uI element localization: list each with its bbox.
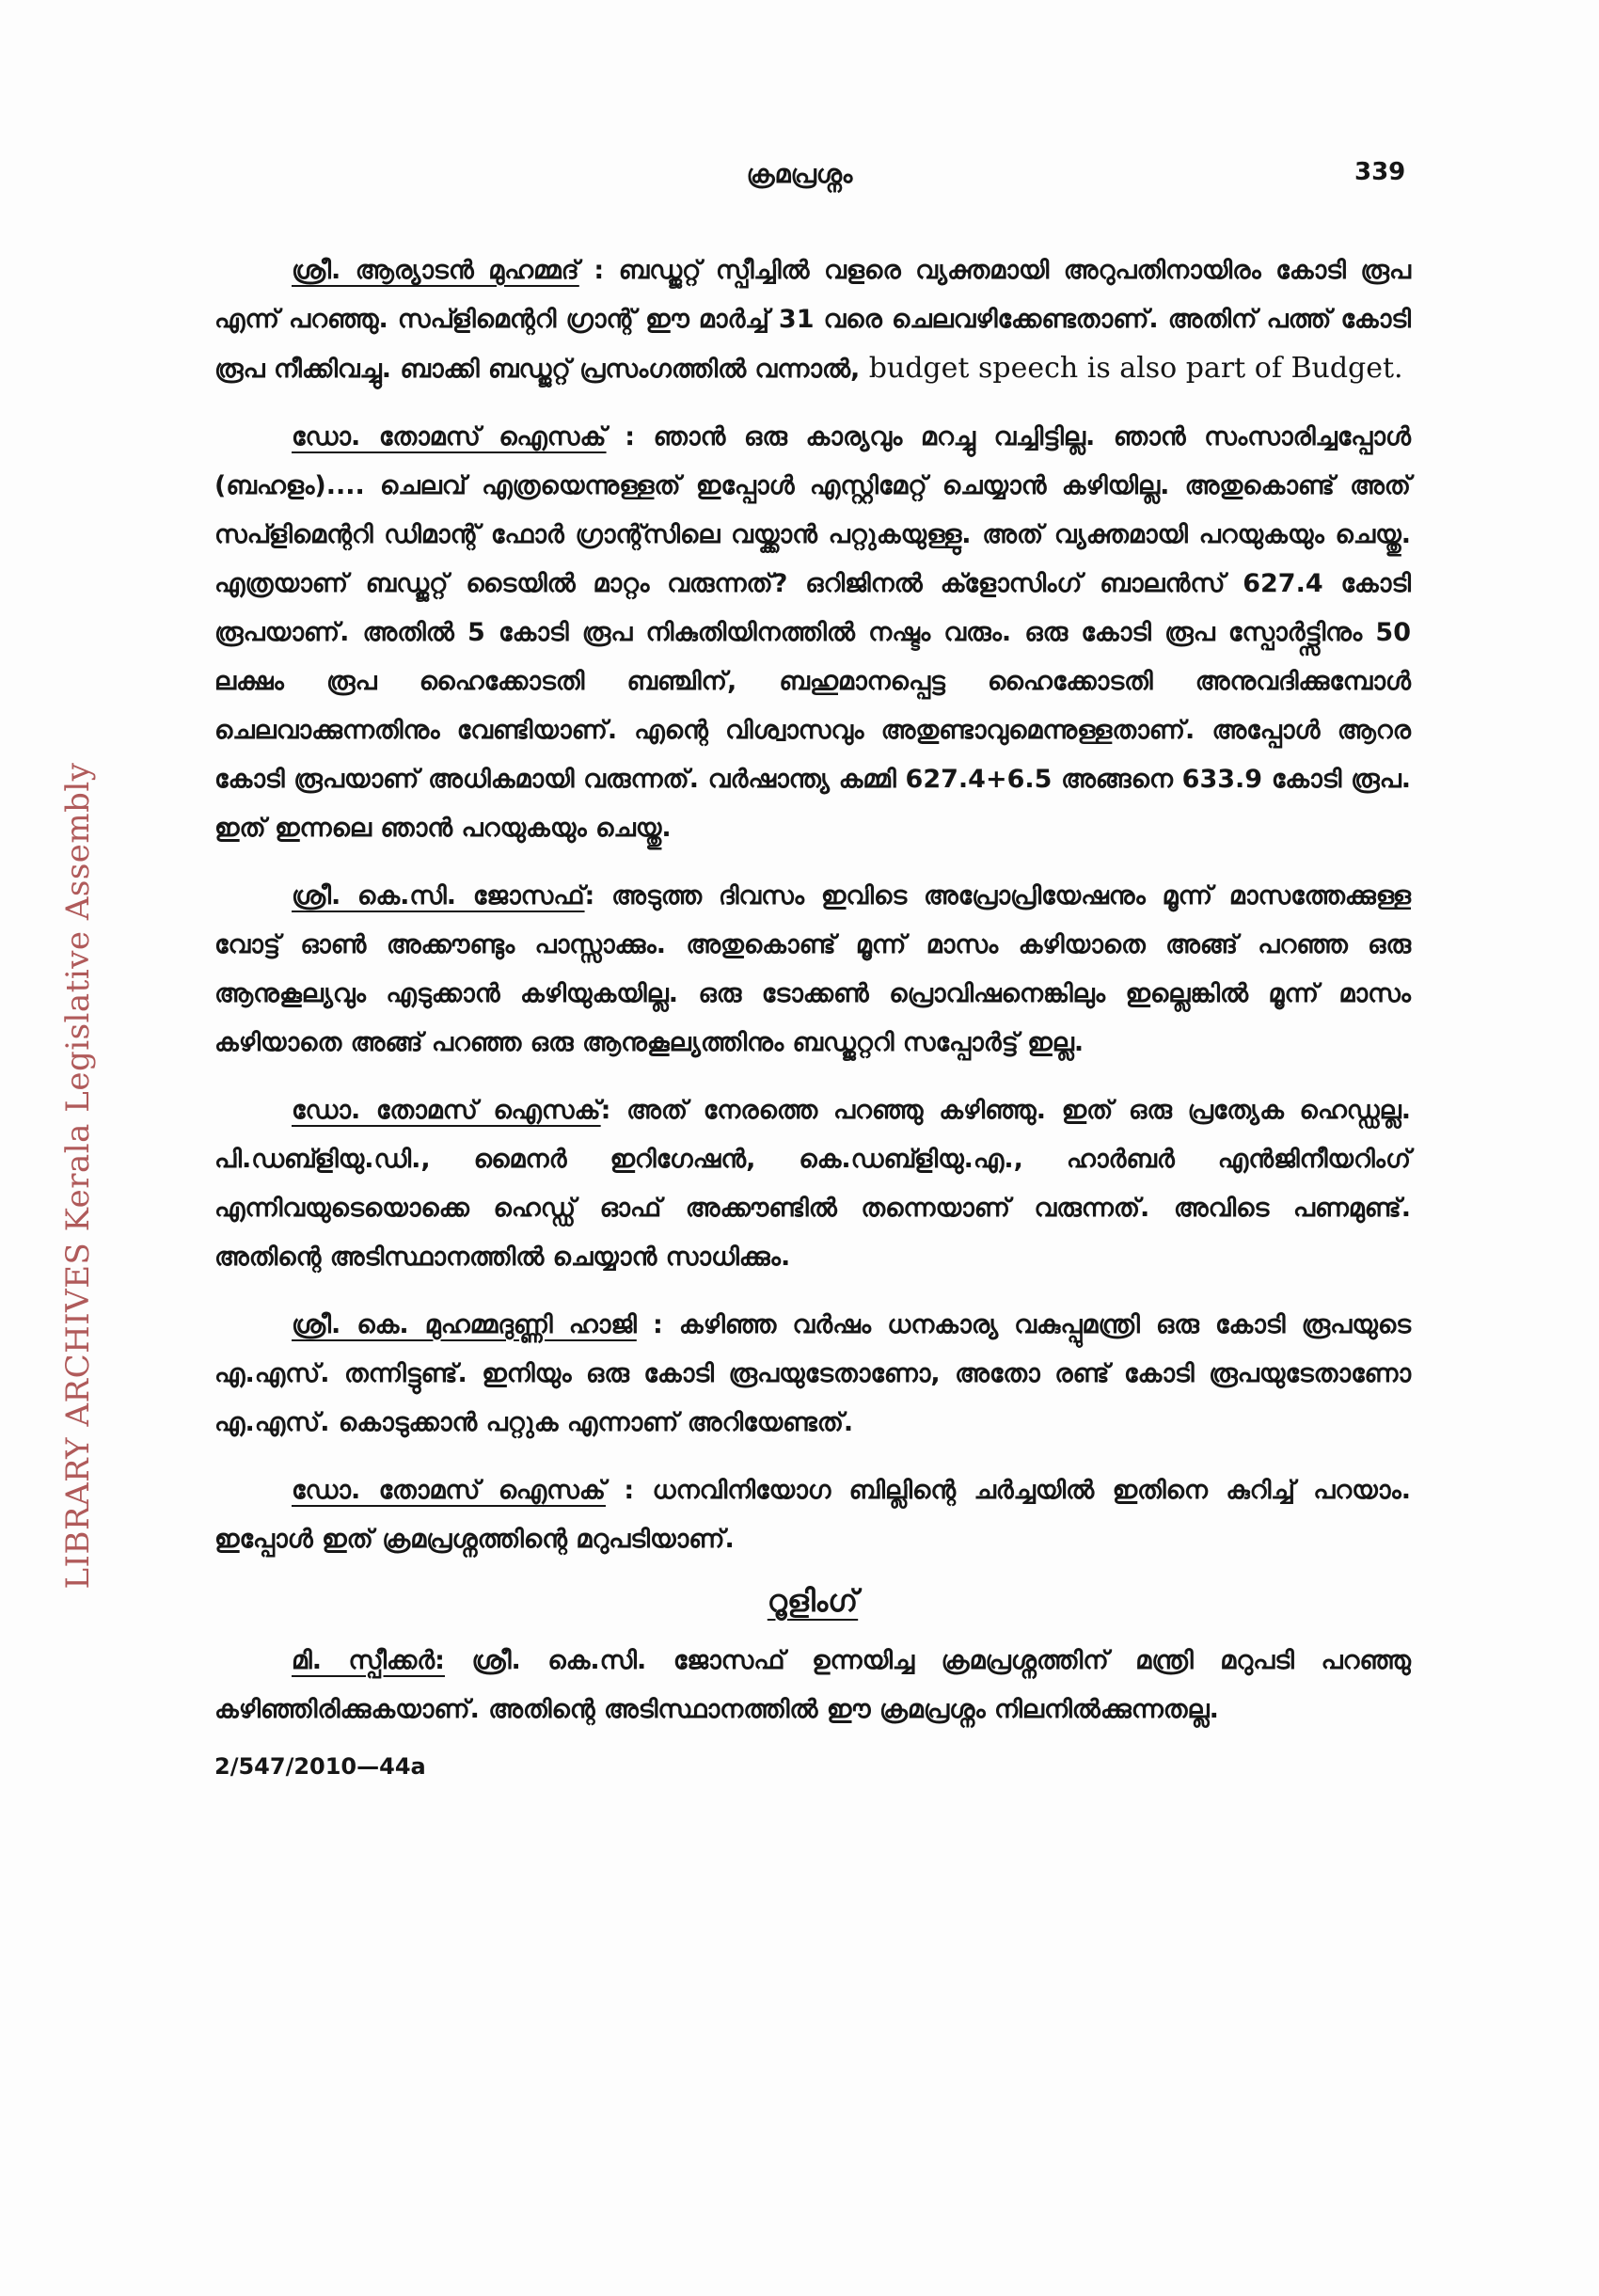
speech-text: : അത് നേരത്തെ പറഞ്ഞു കഴിഞ്ഞു. ഇത് ഒരു പ്രത്യേക ഹെഡ്ഡല്ല. പി.ഡബ്ളിയു.ഡി., മൈനർ ഇറിഗേഷൻ, കെ.ഡബ്ളിയു.എ., ഹാർബർ എൻജിനീയറിംഗ് എന്നിവയുടെയൊക്കെ ഹെഡ്ഡ് ഓഫ് അക്കൗണ്ടിൽ തന്നെയാണ് വരുന്നത്. അവിടെ പണമുണ്ട്. അതിന്റെ അടിസ്ഥാനത്തിൽ ചെയ്യാൻ സാധിക്കും.: [214, 1096, 1411, 1272]
speech-paragraph: [214, 1466, 1411, 1564]
document-code: 2/547/2010—44a: [214, 1753, 426, 1780]
ruling-text: ശ്രീ. കെ.സി. ജോസഫ് ഉന്നയിച്ച ക്രമപ്രശ്നത്തിന് മന്ത്രി മറുപടി പറഞ്ഞു കഴിഞ്ഞിരിക്കുകയാണ്. അതിന്റെ അടിസ്ഥാനത്തിൽ ഈ ക്രമപ്രശ്നം നിലനിൽക്കുന്നതല്ല.: [214, 1646, 1411, 1724]
page-header-title: ക്രമപ്രശ്നം: [746, 160, 853, 189]
speech-paragraph: [214, 246, 1411, 394]
speaker-name: ശ്രീ. കെ. മുഹമ്മദുണ്ണി ഹാജി: [292, 1310, 637, 1339]
speech-paragraph: [214, 872, 1411, 1068]
speech-text: : ധനവിനിയോഗ ബില്ലിന്റെ ചർച്ചയിൽ ഇതിനെ കുറിച്ച് പറയാം. ഇപ്പോൾ ഇത് ക്രമപ്രശ്നത്തിന്റെ മറുപടിയാണ്.: [214, 1476, 1411, 1554]
speaker-name: ശ്രീ. ആര്യാടൻ മുഹമ്മദ്: [292, 256, 579, 285]
ruling-heading-text: റൂളിംഗ്: [767, 1583, 859, 1619]
speaker-name: മി. സ്പീക്കർ:: [292, 1646, 445, 1675]
speaker-name: ഡോ. തോമസ് ഐസക്: [292, 422, 607, 451]
proceedings-body: [214, 246, 1411, 1780]
speaker-name: ഡോ. തോമസ് ഐസക്: [292, 1096, 601, 1125]
speech-text: : ബഡ്ജറ്റ് സ്പീച്ചിൽ വളരെ വ്യക്തമായി അറുപതിനായിരം കോടി രൂപ എന്ന് പറഞ്ഞു. സപ്ളിമെന്ററി ഗ്രാന്റ് ഈ മാർച്ച് 31 വരെ ചെലവഴിക്കേണ്ടതാണ്. അതിന് പത്ത് കോടി രൂപ നീക്കിവച്ചു. ബാക്കി ബഡ്ജറ്റ് പ്രസംഗത്തിൽ വന്നാൽ,: [214, 256, 1412, 384]
page-number: 339: [1354, 158, 1406, 186]
speech-text: : ഞാൻ ഒരു കാര്യവും മറച്ചു വച്ചിട്ടില്ല. ഞാൻ സംസാരിച്ചപ്പോൾ (ബഹളം).... ചെലവ് എത്രയെന്നുള്ളത് ഇപ്പോൾ എസ്റ്റിമേറ്റ് ചെയ്യാൻ കഴിയില്ല. അതുകൊണ്ട് അത് സപ്ളിമെന്ററി ഡിമാന്റ് ഫോർ ഗ്രാന്റ്സിലെ വയ്ക്കാൻ പറ്റുകയുള്ളു. അത് വ്യക്തമായി പറയുകയും ചെയ്തു. എത്രയാണ് ബഡ്ജറ്റ് ടൈയിൽ മാറ്റം വരുന്നത്? ഒറിജിനൽ ക്ളോസിംഗ് ബാലൻസ് 627.4 കോടി രൂപയാണ്. അതിൽ 5 കോടി രൂപ നികുതിയിനത്തിൽ നഷ്ടം വരും. ഒരു കോടി രൂപ സ്പോർട്ട്സിനും 50 ലക്ഷം രൂപ ഹൈക്കോടതി ബഞ്ചിന്, ബഹുമാനപ്പെട്ട ഹൈക്കോടതി അനുവദിക്കുമ്പോൾ ചെലവാക്കുന്നതിനും വേണ്ടിയാണ്. എന്റെ വിശ്വാസവും അതുണ്ടാവുമെന്നുള്ളതാണ്. അപ്പോൾ ആറര കോടി രൂപയാണ് അധികമായി വരുന്നത്. വർഷാന്ത്യ കമ്മി 627.4+6.5 അങ്ങനെ 633.9 കോടി രൂപ. ഇത് ഇന്നലെ ഞാൻ പറയുകയും ചെയ്തു.: [214, 422, 1411, 843]
speech-paragraph: [214, 1301, 1411, 1448]
speech-paragraph: [214, 1086, 1411, 1282]
speech-text: : അടുത്ത ദിവസം ഇവിടെ അപ്രോപ്രിയേഷനും മൂന്ന് മാസത്തേക്കുള്ള വോട്ട് ഓൺ അക്കൗണ്ടും പാസ്സാക്കും. അതുകൊണ്ട് മൂന്ന് മാസം കഴിയാതെ അങ്ങ് പറഞ്ഞ ഒരു ആനുകൂല്യവും എടുക്കാൻ കഴിയുകയില്ല. ഒരു ടോക്കൺ പ്രൊവിഷനെങ്കിലും ഇല്ലെങ്കിൽ മൂന്ന് മാസം കഴിയാതെ അങ്ങ് പറഞ്ഞ ഒരു ആനുകൂല്യത്തിനും ബഡ്ജറ്ററി സപ്പോർട്ട് ഇല്ല.: [214, 881, 1411, 1057]
ruling-heading: [214, 1583, 1411, 1620]
archive-watermark: LIBRARY ARCHIVES Kerala Legislative Assembly: [59, 762, 97, 1590]
speech-english-text: budget speech is also part of Budget.: [868, 352, 1403, 385]
speech-text: : കഴിഞ്ഞ വർഷം ധനകാര്യ വകുപ്പുമന്ത്രി ഒരു കോടി രൂപയുടെ എ.എസ്. തന്നിട്ടുണ്ട്. ഇനിയും ഒരു കോടി രൂപയുടേതാണോ, അതോ രണ്ട് കോടി രൂപയുടേതാണോ എ.എസ്. കൊടുക്കാൻ പറ്റുക എന്നാണ് അറിയേണ്ടത്.: [214, 1310, 1411, 1437]
ruling-paragraph: [214, 1637, 1411, 1734]
speaker-name: ഡോ. തോമസ് ഐസക്: [292, 1476, 606, 1505]
speaker-name: ശ്രീ. കെ.സി. ജോസഫ്: [292, 881, 585, 910]
speech-paragraph: [214, 413, 1411, 853]
